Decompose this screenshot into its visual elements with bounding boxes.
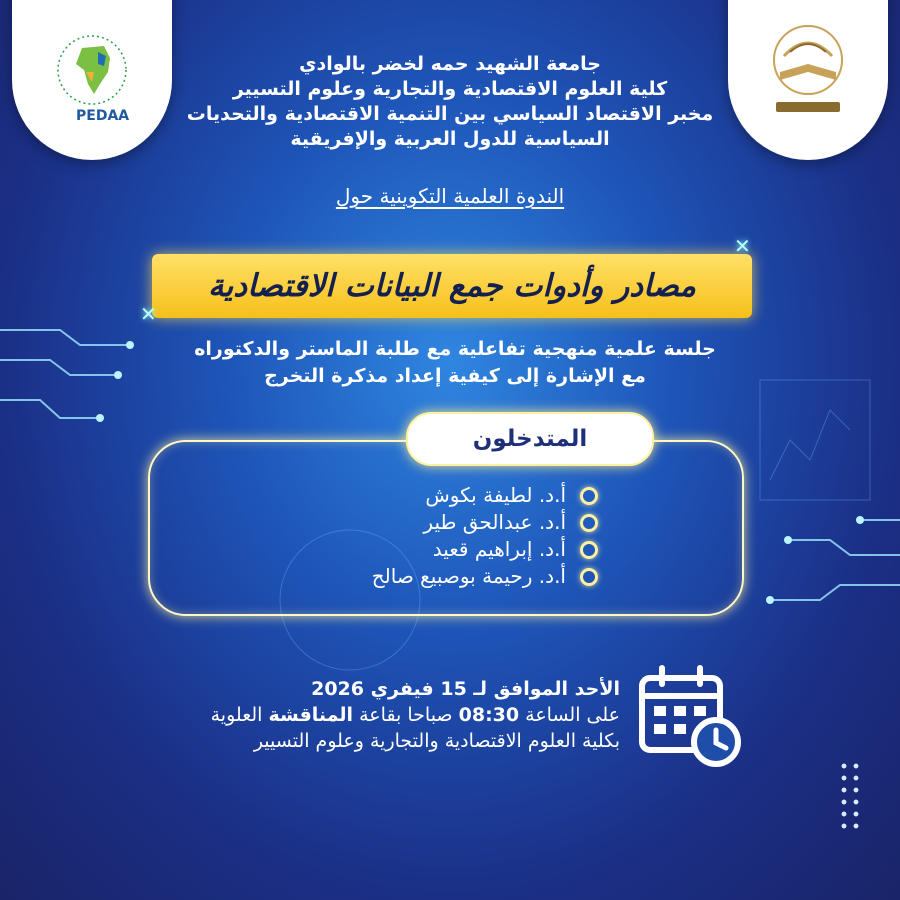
- description-line2: مع الإشارة إلى كيفية إعداد مذكرة التخرج: [264, 365, 646, 387]
- lab-name-line2: السياسية للدول العربية والإفريقية: [290, 128, 610, 150]
- circle-bullet-icon: [580, 568, 598, 586]
- sparkle-icon: ✕: [140, 302, 157, 326]
- description-line1: جلسة علمية منهجية تفاعلية مع طلبة الماستر والدكتوراه: [194, 338, 716, 360]
- calendar-clock-icon: [632, 662, 752, 772]
- time-prefix: على الساعة: [525, 704, 620, 726]
- speaker-name: أ.د. إبراهيم قعيد: [432, 537, 566, 561]
- speaker-name: أ.د. لطيفة بكوش: [425, 483, 566, 507]
- hall-suffix: العلوية: [210, 704, 263, 726]
- lab-name-line1: مخبر الاقتصاد السياسي بين التنمية الاقتصادية والتحديات: [186, 103, 714, 125]
- title-banner: [152, 254, 752, 318]
- speaker-item: [372, 536, 598, 563]
- circle-bullet-icon: [580, 487, 598, 505]
- event-time-line: [150, 702, 620, 728]
- sparkle-icon: ✕: [734, 234, 751, 258]
- circle-bullet-icon: [580, 514, 598, 532]
- lab-logo-badge: [12, 0, 172, 160]
- event-title: مصادر وأدوات جمع البيانات الاقتصادية: [208, 268, 696, 304]
- speaker-name: أ.د. عبدالحق طير: [423, 510, 566, 534]
- event-schedule: [150, 676, 620, 754]
- speakers-heading: المتدخلون: [406, 412, 654, 466]
- university-name: جامعة الشهيد حمه لخضر بالوادي: [299, 53, 601, 75]
- lab-logo-acronym: PEDAA: [76, 108, 130, 124]
- event-location: بكلية العلوم الاقتصادية والتجارية وعلوم التسيير: [253, 730, 620, 752]
- speaker-item: [372, 563, 598, 590]
- event-subtitle: [0, 184, 900, 208]
- dots-decoration: [838, 760, 862, 830]
- faculty-name: كلية العلوم الاقتصادية والتجارية وعلوم التسيير: [232, 78, 668, 100]
- speaker-list: [372, 482, 598, 590]
- event-subtitle-text: الندوة العلمية التكوينية حول: [335, 184, 565, 208]
- time-mid: صباحا بقاعة: [359, 704, 453, 726]
- university-book-logo: [728, 0, 888, 160]
- header-block: [175, 52, 725, 152]
- circle-bullet-icon: [580, 541, 598, 559]
- speaker-item: [372, 482, 598, 509]
- speaker-item: [372, 509, 598, 536]
- speaker-name: أ.د. رحيمة بوصبيع صالح: [371, 564, 566, 588]
- university-logo-badge: [728, 0, 888, 160]
- date-prefix: الأحد الموافق لـ: [473, 678, 620, 700]
- africa-map-logo: [12, 0, 172, 160]
- date-value: 15 فيفري 2026: [311, 678, 467, 700]
- time-value: 08:30: [458, 704, 520, 726]
- event-description: [140, 336, 770, 390]
- hall-name: المناقشة: [268, 704, 354, 726]
- event-date-line: [150, 676, 620, 702]
